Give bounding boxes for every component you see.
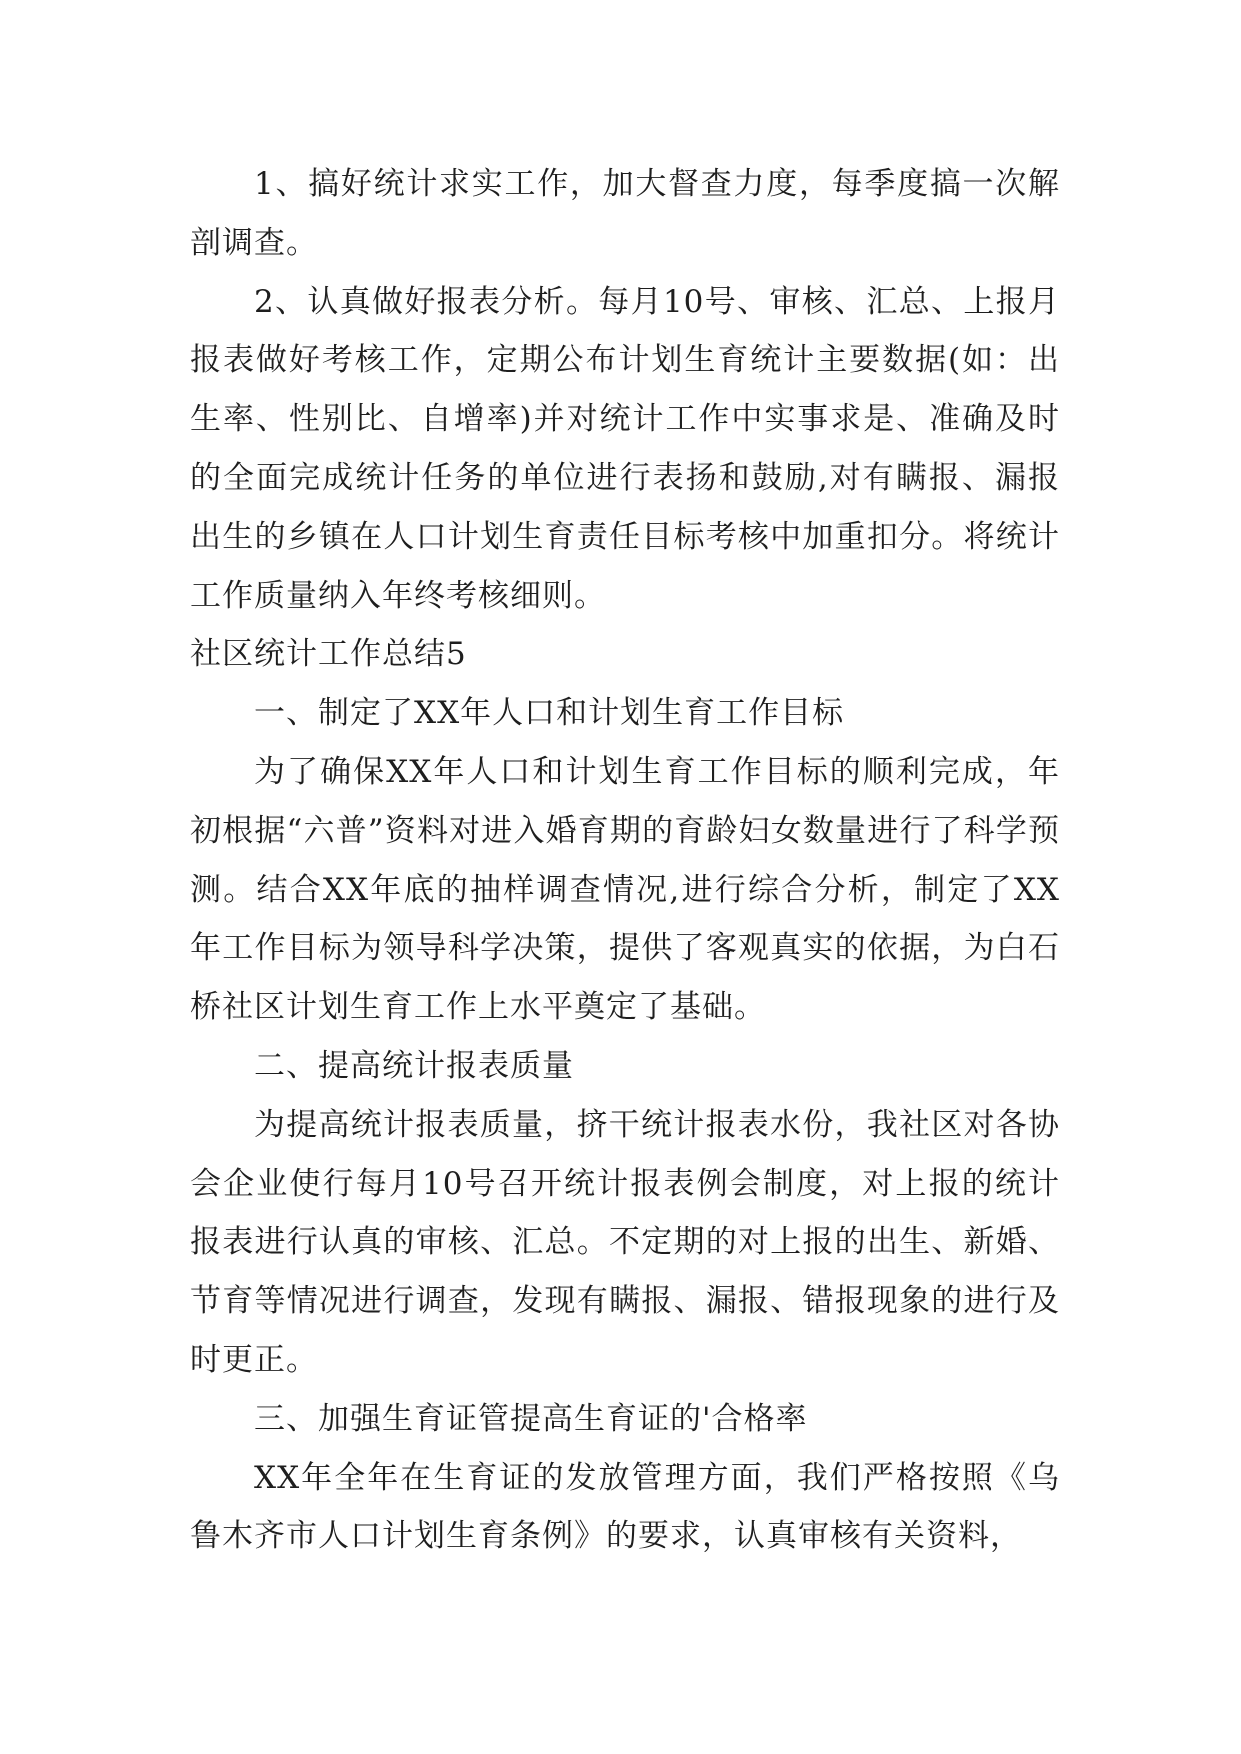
paragraph-section-1: 为了确保XX年人口和计划生育工作目标的顺利完成，年初根据“六普”资料对进入婚育期的育龄妇女数量进行了科学预测。结合XX年底的抽样调查情况,进行综合分析，制定了XX年工作目标为领导科学决策，提供了客观真实的依据，为白石桥社区计划生育工作上水平奠定了基础。 [190,753,1060,1026]
document-body [190,155,1060,1566]
paragraph-item-2: 2、认真做好报表分析。每月10号、审核、汇总、上报月报表做好考核工作，定期公布计划生育统计主要数据(如：出生率、性别比、自增率)并对统计工作中实事求是、准确及时的全面完成统计任务的单位进行表扬和鼓励,对有瞒报、漏报出生的乡镇在人口计划生育责任目标考核中加重扣分。将统计工作质量纳入年终考核细则。 [190,283,1060,614]
section-heading-3: 三、加强生育证管提高生育证的'合格率 [254,1400,808,1437]
paragraph-item-1: 1、搞好统计求实工作，加大督查力度，每季度搞一次解剖调查。 [190,166,1060,261]
section-title: 社区统计工作总结5 [190,636,467,673]
paragraph-section-2: 为提高统计报表质量，挤干统计报表水份，我社区对各协会企业使行每月10号召开统计报表例会制度，对上报的统计报表进行认真的审核、汇总。不定期的对上报的出生、新婚、节育等情况进行调查，发现有瞒报、漏报、错报现象的进行及时更正。 [190,1106,1060,1378]
paragraph-section-3: XX年全年在生育证的发放管理方面，我们严格按照《乌鲁木齐市人口计划生育条例》的要求，认真审核有关资料， [190,1459,1060,1555]
section-heading-1: 一、制定了XX年人口和计划生育工作目标 [254,695,845,732]
section-heading-2: 二、提高统计报表质量 [254,1047,574,1084]
